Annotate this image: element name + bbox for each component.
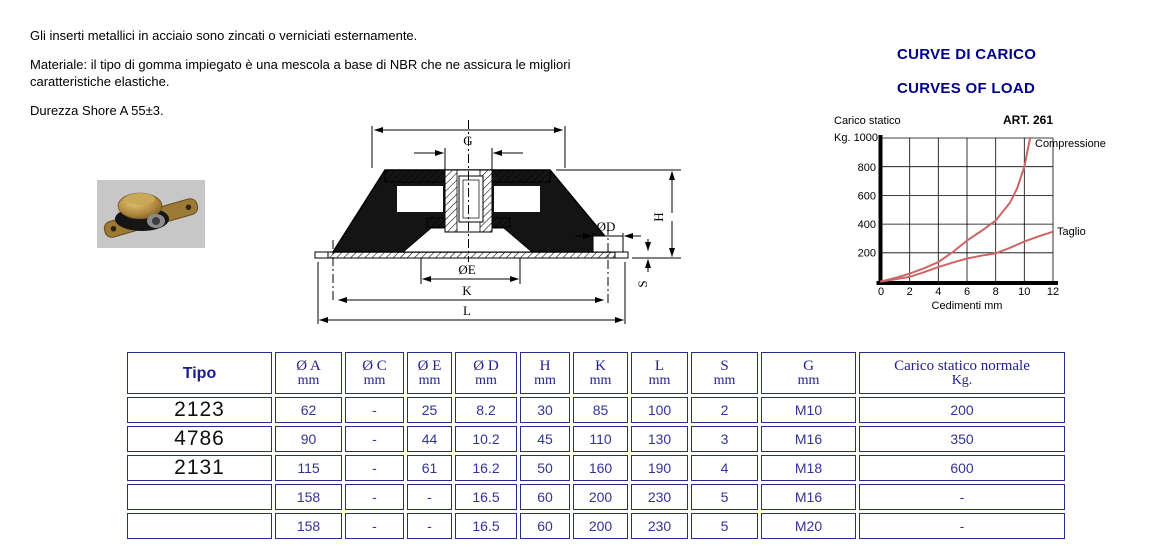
column-header-de: Ø E mm (407, 352, 452, 394)
table-cell: 158 (275, 513, 342, 539)
chart-grid (883, 138, 1054, 281)
hub-bore (152, 217, 160, 225)
x-tick: 8 (992, 286, 999, 298)
compression-curve (881, 138, 1030, 282)
table-cell: M16 (761, 484, 856, 510)
table-cell: 200 (573, 513, 628, 539)
table-cell: 5 (691, 484, 758, 510)
table-cell: 3 (691, 426, 758, 452)
table-cell: 2 (691, 397, 758, 423)
column-header-k: K mm (573, 352, 628, 394)
x-axis (877, 281, 1059, 285)
cavity-left (397, 186, 443, 212)
title-curves-of-load: CURVES OF LOAD (897, 80, 1036, 97)
chart-art-number: ART. 261 (1003, 113, 1054, 127)
y-tick: 800 (857, 162, 876, 174)
table-cell: 30 (520, 397, 570, 423)
column-header-dd: Ø D mm (455, 352, 517, 394)
note-material: Materiale: il tipo di gomma impiegato è una mescola a base di NBR che ne assicura le migliori caratteristiche elastiche. (30, 57, 571, 89)
y-axis (879, 135, 883, 285)
technical-drawing (298, 110, 693, 355)
column-header-s: S mm (691, 352, 758, 394)
table-cell: 8.2 (455, 397, 517, 423)
table-cell: 25 (407, 397, 452, 423)
table-cell: 230 (631, 513, 688, 539)
x-tick: 12 (1046, 286, 1060, 298)
chart-ylabel-line2: Kg. 1000 (834, 132, 879, 144)
table-cell: 85 (573, 397, 628, 423)
y-tick: 600 (857, 190, 876, 203)
table-cell: M16 (761, 426, 856, 452)
table-cell: 60 (520, 513, 570, 539)
x-tick: 10 (1018, 286, 1031, 298)
threaded-hole (459, 176, 483, 222)
cavity-right (494, 186, 540, 212)
column-header-dc: Ø C mm (345, 352, 404, 394)
table-cell: 60 (520, 484, 570, 510)
table-cell: M18 (761, 455, 856, 481)
dim-label-od: ØD (596, 219, 616, 234)
note-inserts: Gli inserti metallici in acciaio sono zincati o verniciati esternamente. (30, 28, 418, 43)
y-tick: 200 (857, 247, 876, 260)
table-cell: 62 (275, 397, 342, 423)
shear-label: Taglio (1057, 226, 1086, 238)
table-cell: 5 (691, 513, 758, 539)
dim-label-s: S (635, 280, 650, 288)
bell-top (125, 193, 155, 205)
column-header-load: Carico statico normale Kg. (859, 352, 1065, 394)
table-cell: - (345, 484, 404, 510)
load-chart (830, 112, 1115, 312)
column-header-g: G mm (761, 352, 856, 394)
table-cell: 16.5 (455, 484, 517, 510)
table-cell-tipo (127, 484, 272, 510)
table-cell: 100 (631, 397, 688, 423)
table-cell: - (345, 426, 404, 452)
x-tick: 0 (877, 286, 885, 298)
table-cell: 44 (407, 426, 452, 452)
table-cell: M20 (761, 513, 856, 539)
plate-end-right (615, 252, 628, 258)
table-cell: M10 (761, 397, 856, 423)
table-cell: 61 (407, 455, 452, 481)
note-hardness: Durezza Shore A 55±3. (30, 103, 164, 119)
table-cell: 50 (520, 455, 570, 481)
x-tick: 6 (963, 286, 971, 298)
column-header-da: Ø A mm (275, 352, 342, 394)
chart-ylabel-line1: Carico statico (834, 115, 901, 127)
table-cell: - (859, 513, 1065, 539)
dim-label-g: G (463, 133, 473, 148)
dim-label-h: H (651, 212, 666, 222)
y-tick: 400 (857, 219, 876, 231)
dim-label-k: K (462, 283, 472, 298)
table-cell: 190 (631, 455, 688, 481)
table-cell: 110 (573, 426, 628, 452)
column-header-tipo: Tipo (127, 352, 272, 394)
table-cell: 16.2 (455, 455, 517, 481)
table-cell: 4 (691, 455, 758, 481)
spec-table (127, 352, 1065, 539)
table-cell: 600 (859, 455, 1065, 481)
dim-label-oe: ØE (458, 262, 476, 277)
title-curve-di-carico: CURVE DI CARICO (897, 46, 1037, 63)
table-cell: 130 (631, 426, 688, 452)
x-tick: 4 (935, 286, 942, 298)
table-cell: 350 (859, 426, 1065, 452)
base-plate (315, 252, 628, 258)
table-cell: - (345, 513, 404, 539)
table-cell: - (345, 397, 404, 423)
table-cell: 158 (275, 484, 342, 510)
x-tick: 2 (906, 286, 913, 298)
mount-cross-section (315, 170, 628, 258)
compression-label: Compressione (1035, 138, 1106, 150)
table-cell: 45 (520, 426, 570, 452)
plate-end-left (315, 252, 328, 258)
table-cell-tipo (127, 513, 272, 539)
chart-xlabel: Cedimenti mm (931, 300, 1003, 312)
table-cell-tipo: 2123 (127, 397, 272, 423)
table-cell: - (407, 484, 452, 510)
table-cell: 160 (573, 455, 628, 481)
dim-label-l: L (463, 303, 471, 318)
table-cell: 10.2 (455, 426, 517, 452)
column-header-l: L mm (631, 352, 688, 394)
table-cell: - (345, 455, 404, 481)
table-cell-tipo: 4786 (127, 426, 272, 452)
column-header-h: H mm (520, 352, 570, 394)
table-cell: 200 (859, 397, 1065, 423)
table-cell: 230 (631, 484, 688, 510)
table-cell: 200 (573, 484, 628, 510)
product-photo (95, 178, 207, 250)
table-cell: 115 (275, 455, 342, 481)
table-cell: - (859, 484, 1065, 510)
bushing-wall-left (445, 170, 457, 232)
table-cell-tipo: 2131 (127, 455, 272, 481)
table-cell: - (407, 513, 452, 539)
table-cell: 90 (275, 426, 342, 452)
table-cell: 16.5 (455, 513, 517, 539)
